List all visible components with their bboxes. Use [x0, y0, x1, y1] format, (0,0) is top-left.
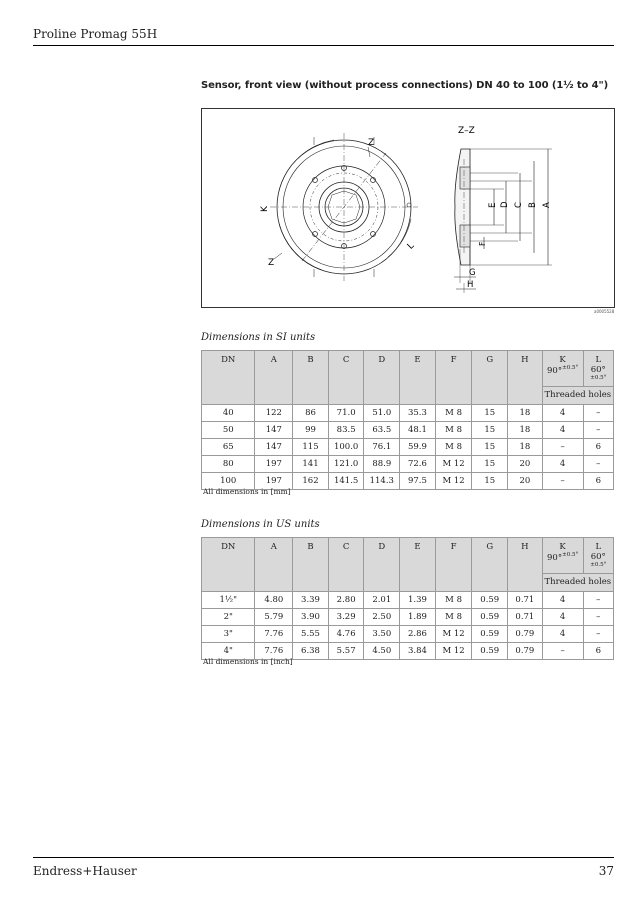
- label-z-bottom: Z: [268, 258, 275, 268]
- si-table-cell: 147: [255, 438, 293, 455]
- front-view: [270, 133, 418, 281]
- si-col-h: H: [508, 351, 543, 405]
- label-k: K: [260, 206, 270, 212]
- si-table-cell: 35.3: [400, 404, 436, 421]
- us-col-h: H: [508, 538, 543, 592]
- si-table-cell: M 8: [435, 421, 472, 438]
- si-threaded-holes: Threaded holes: [542, 386, 613, 404]
- si-table-cell: 63.5: [364, 421, 400, 438]
- us-table-caption: Dimensions in US units: [201, 519, 320, 530]
- us-table-cell: 1.39: [400, 591, 436, 608]
- label-d: D: [500, 201, 510, 208]
- si-col-c: C: [328, 351, 364, 405]
- us-table-cell: 0.71: [508, 591, 543, 608]
- si-table-cell: 40: [202, 404, 255, 421]
- si-table-cell: 141: [293, 455, 329, 472]
- us-col-l-angle: 60°: [590, 552, 606, 562]
- si-col-k-angle: 90°: [547, 365, 563, 376]
- si-table-cell: 99: [293, 421, 329, 438]
- si-col-b: B: [293, 351, 329, 405]
- si-table-cell: 18: [508, 438, 543, 455]
- si-col-a: A: [255, 351, 293, 405]
- si-table-cell: 15: [472, 421, 508, 438]
- us-table-cell: 0.79: [508, 642, 543, 659]
- running-header: Proline Promag 55H: [33, 27, 158, 41]
- si-table-cell: 197: [255, 472, 293, 489]
- us-col-l: [583, 538, 613, 574]
- us-table-cell: 7.76: [255, 642, 293, 659]
- si-table-cell: 15: [472, 438, 508, 455]
- si-col-dn: DN: [202, 351, 255, 405]
- us-table-cell: M 8: [435, 591, 472, 608]
- si-col-e: E: [400, 351, 436, 405]
- us-col-l-label: L: [595, 542, 602, 552]
- label-f: F: [478, 241, 487, 246]
- us-table-cell: 5.79: [255, 608, 293, 625]
- si-table-cell: 4: [542, 455, 583, 472]
- us-table-cell: 5.57: [328, 642, 364, 659]
- si-table-cell: 18: [508, 404, 543, 421]
- us-col-k-angle: 90°: [547, 552, 563, 563]
- figure-id: a0005528: [594, 309, 615, 314]
- si-table-cell: 4: [542, 404, 583, 421]
- si-table-cell: 65: [202, 438, 255, 455]
- us-table-cell: 2.50: [364, 608, 400, 625]
- us-table-cell: 4.76: [328, 625, 364, 642]
- us-table-body: [202, 591, 614, 659]
- si-table-cell: 121.0: [328, 455, 364, 472]
- us-table-cell: 0.59: [472, 625, 508, 642]
- label-b: B: [528, 202, 538, 208]
- us-col-k-label: K: [559, 542, 566, 552]
- si-table-cell: 18: [508, 421, 543, 438]
- si-table-cell: 197: [255, 455, 293, 472]
- si-col-k: [542, 351, 583, 387]
- us-col-a: A: [255, 538, 293, 592]
- us-table-cell: 1.89: [400, 608, 436, 625]
- si-table-cell: 15: [472, 404, 508, 421]
- si-table-cell: 6: [583, 438, 613, 455]
- us-table-cell: 6: [583, 642, 613, 659]
- label-z-top: Z: [368, 138, 375, 148]
- si-table-cell: 50: [202, 421, 255, 438]
- si-table-body: [202, 404, 614, 489]
- si-table-cell: 86: [293, 404, 329, 421]
- si-table-cell: M 8: [435, 404, 472, 421]
- us-col-b: B: [293, 538, 329, 592]
- label-e: E: [488, 202, 498, 208]
- us-table-cell: 7.76: [255, 625, 293, 642]
- us-table-cell: 3.90: [293, 608, 329, 625]
- us-table-cell: –: [583, 591, 613, 608]
- us-table-cell: 0.79: [508, 625, 543, 642]
- label-g: G: [469, 268, 476, 278]
- us-table-cell: 4": [202, 642, 255, 659]
- us-table-cell: 6.38: [293, 642, 329, 659]
- us-table-row: [202, 608, 614, 625]
- us-table-cell: 4: [542, 625, 583, 642]
- us-col-dn: DN: [202, 538, 255, 592]
- us-table-cell: 2.80: [328, 591, 364, 608]
- si-col-l-tol: ±0.5°: [590, 375, 607, 381]
- label-l: L: [405, 241, 417, 252]
- us-table-cell: –: [583, 608, 613, 625]
- us-table-cell: 4: [542, 608, 583, 625]
- si-table-cell: 83.5: [328, 421, 364, 438]
- us-table-cell: M 12: [435, 642, 472, 659]
- us-table-cell: 0.71: [508, 608, 543, 625]
- us-col-d: D: [364, 538, 400, 592]
- si-table-caption: Dimensions in SI units: [201, 332, 316, 343]
- si-col-l-angle: 60°: [590, 365, 606, 375]
- section-label: Z–Z: [458, 126, 475, 136]
- label-a: A: [542, 202, 552, 208]
- page-number: 37: [598, 864, 614, 878]
- us-table-cell: 5.55: [293, 625, 329, 642]
- si-table-cell: 122: [255, 404, 293, 421]
- si-table-cell: M 12: [435, 455, 472, 472]
- si-table-row: [202, 438, 614, 455]
- si-table-cell: 59.9: [400, 438, 436, 455]
- si-table-cell: 88.9: [364, 455, 400, 472]
- si-table-cell: 100: [202, 472, 255, 489]
- us-table-cell: 3": [202, 625, 255, 642]
- header-rule: [33, 45, 614, 46]
- us-dimensions-table: [201, 537, 614, 660]
- si-table-cell: –: [583, 455, 613, 472]
- us-col-k: [542, 538, 583, 574]
- si-col-k-tol: ±0.5°: [562, 365, 579, 371]
- us-table-cell: 2.01: [364, 591, 400, 608]
- footer-rule: [33, 857, 614, 858]
- si-table-cell: 51.0: [364, 404, 400, 421]
- si-table-cell: 100.0: [328, 438, 364, 455]
- si-table-cell: 6: [583, 472, 613, 489]
- si-table-cell: 20: [508, 472, 543, 489]
- section-title: Sensor, front view (without process connections) DN 40 to 100 (1½ to 4"): [201, 80, 609, 91]
- si-col-g: G: [472, 351, 508, 405]
- si-table-cell: 80: [202, 455, 255, 472]
- us-table-cell: 3.39: [293, 591, 329, 608]
- si-table-cell: 97.5: [400, 472, 436, 489]
- si-table-cell: 114.3: [364, 472, 400, 489]
- si-table-cell: –: [542, 438, 583, 455]
- us-table-cell: 0.59: [472, 591, 508, 608]
- si-table-cell: 162: [293, 472, 329, 489]
- us-table-row: [202, 625, 614, 642]
- si-table-cell: –: [583, 404, 613, 421]
- label-c: C: [514, 202, 524, 208]
- us-col-f: F: [435, 538, 472, 592]
- us-table-row: [202, 591, 614, 608]
- us-table-cell: –: [583, 625, 613, 642]
- label-h: H: [467, 280, 474, 290]
- si-table-cell: 71.0: [328, 404, 364, 421]
- si-table-cell: 72.6: [400, 455, 436, 472]
- si-dimensions-table: [201, 350, 614, 490]
- us-table-cell: 2.86: [400, 625, 436, 642]
- us-table-cell: 1½": [202, 591, 255, 608]
- si-table-cell: –: [583, 421, 613, 438]
- si-col-l: [583, 351, 613, 387]
- si-table-cell: M 12: [435, 472, 472, 489]
- si-table-cell: 76.1: [364, 438, 400, 455]
- us-col-e: E: [400, 538, 436, 592]
- us-table-cell: 4.80: [255, 591, 293, 608]
- us-col-l-tol: ±0.5°: [590, 562, 607, 568]
- us-table-cell: 3.84: [400, 642, 436, 659]
- us-table-cell: 3.29: [328, 608, 364, 625]
- si-table-cell: 4: [542, 421, 583, 438]
- si-table-cell: 20: [508, 455, 543, 472]
- us-units-note: All dimensions in [inch]: [203, 657, 293, 666]
- us-table-cell: 2": [202, 608, 255, 625]
- si-table-cell: 15: [472, 472, 508, 489]
- us-table-cell: M 12: [435, 625, 472, 642]
- si-col-k-label: K: [559, 355, 566, 365]
- si-table-cell: –: [542, 472, 583, 489]
- si-table-cell: M 8: [435, 438, 472, 455]
- us-threaded-holes: Threaded holes: [542, 573, 613, 591]
- us-table-cell: 0.59: [472, 608, 508, 625]
- si-units-note: All dimensions in [mm]: [203, 487, 291, 496]
- si-col-d: D: [364, 351, 400, 405]
- us-table-cell: 0.59: [472, 642, 508, 659]
- us-table-cell: 4: [542, 591, 583, 608]
- us-table-cell: 3.50: [364, 625, 400, 642]
- si-table-row: [202, 455, 614, 472]
- us-col-k-tol: ±0.5°: [562, 552, 579, 558]
- sensor-drawing: [201, 108, 615, 308]
- si-table-cell: 15: [472, 455, 508, 472]
- si-table-row: [202, 421, 614, 438]
- sensor-drawing-svg: [202, 109, 614, 307]
- si-table-row: [202, 404, 614, 421]
- us-col-c: C: [328, 538, 364, 592]
- us-col-g: G: [472, 538, 508, 592]
- us-table-cell: 4.50: [364, 642, 400, 659]
- si-table-cell: 141.5: [328, 472, 364, 489]
- si-col-l-label: L: [595, 355, 602, 365]
- footer-brand: Endress+Hauser: [33, 864, 137, 878]
- si-col-f: F: [435, 351, 472, 405]
- si-table-cell: 48.1: [400, 421, 436, 438]
- us-table-cell: M 8: [435, 608, 472, 625]
- si-table-cell: 115: [293, 438, 329, 455]
- si-table-cell: 147: [255, 421, 293, 438]
- us-table-cell: –: [542, 642, 583, 659]
